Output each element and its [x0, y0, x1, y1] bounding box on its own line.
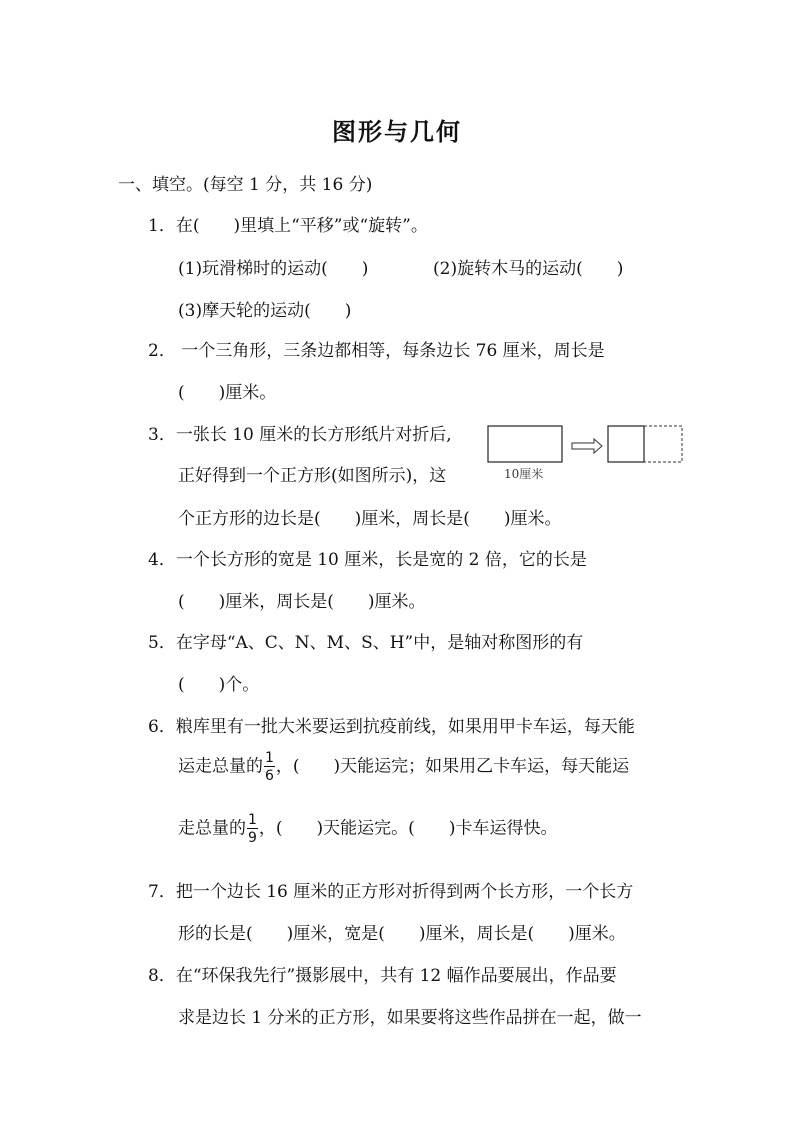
question-6-line-3-end: ，( )天能运完。( )卡车运得快。 — [258, 818, 558, 839]
question-1-part-1: (1)玩滑梯时的运动( ) — [178, 259, 369, 279]
question-5-line-2: ( )个。 — [178, 675, 260, 695]
question-7-line-1: 7．把一个边长 16 厘米的正方形对折得到两个长方形，一个长方 — [148, 882, 634, 902]
question-2-line-1: 2． 一个三角形，三条边都相等，每条边长 76 厘米，周长是 — [148, 341, 605, 361]
question-8-line-2: 求是边长 1 分米的正方形，如果要将这些作品拼在一起，做一 — [178, 1008, 642, 1028]
figure-label: 10厘米 — [504, 467, 544, 481]
question-3-line-1: 3．一张长 10 厘米的长方形纸片对折后, — [148, 425, 452, 445]
arrow-icon — [572, 439, 602, 453]
question-1-stem: 1．在( )里填上“平移”或“旋转”。 — [148, 216, 428, 236]
question-1-part-2: (2)旋转木马的运动( ) — [433, 259, 624, 279]
question-6-line-3-start: 走总量的 — [178, 818, 246, 839]
question-6-line-2 — [178, 751, 629, 783]
question-6-line-2-start: 运走总量的 — [178, 756, 263, 777]
question-3-line-3: 个正方形的边长是( )厘米，周长是( )厘米。 — [178, 509, 562, 529]
question-2-line-2: ( )厘米。 — [178, 383, 277, 403]
page-title: 图形与几何 — [332, 118, 462, 146]
question-4-line-1: 4．一个长方形的宽是 10 厘米，长是宽的 2 倍，它的长是 — [148, 550, 587, 570]
folded-half-dashed — [644, 426, 682, 462]
fraction-one-ninth: $\frac{1}{9}$ — [248, 812, 257, 846]
question-1-part-3: (3)摩天轮的运动( ) — [178, 301, 352, 321]
question-6-line-3 — [178, 813, 557, 845]
rectangle-shape — [488, 426, 562, 462]
section-heading: 一、填空。(每空 1 分，共 16 分) — [118, 175, 373, 195]
question-4-line-2: ( )厘米，周长是( )厘米。 — [178, 592, 426, 612]
fraction-one-sixth: $\frac{1}{6}$ — [265, 750, 274, 784]
question-6-line-1: 6．粮库里有一批大米要运到抗疫前线，如果用甲卡车运，每天能 — [148, 717, 635, 737]
folding-rectangle-figure — [486, 420, 686, 486]
question-8-line-1: 8．在“环保我先行”摄影展中，共有 12 幅作品要展出，作品要 — [148, 966, 617, 986]
square-shape — [608, 426, 644, 462]
question-5-line-1: 5．在字母“A、C、N、M、S、H”中，是轴对称图形的有 — [148, 633, 584, 653]
question-6-line-2-end: ，( )天能运完；如果用乙卡车运，每天能运 — [275, 756, 630, 777]
question-3-line-2: 正好得到一个正方形(如图所示)，这 — [178, 466, 447, 486]
question-7-line-2: 形的长是( )厘米，宽是( )厘米，周长是( )厘米。 — [178, 924, 626, 944]
